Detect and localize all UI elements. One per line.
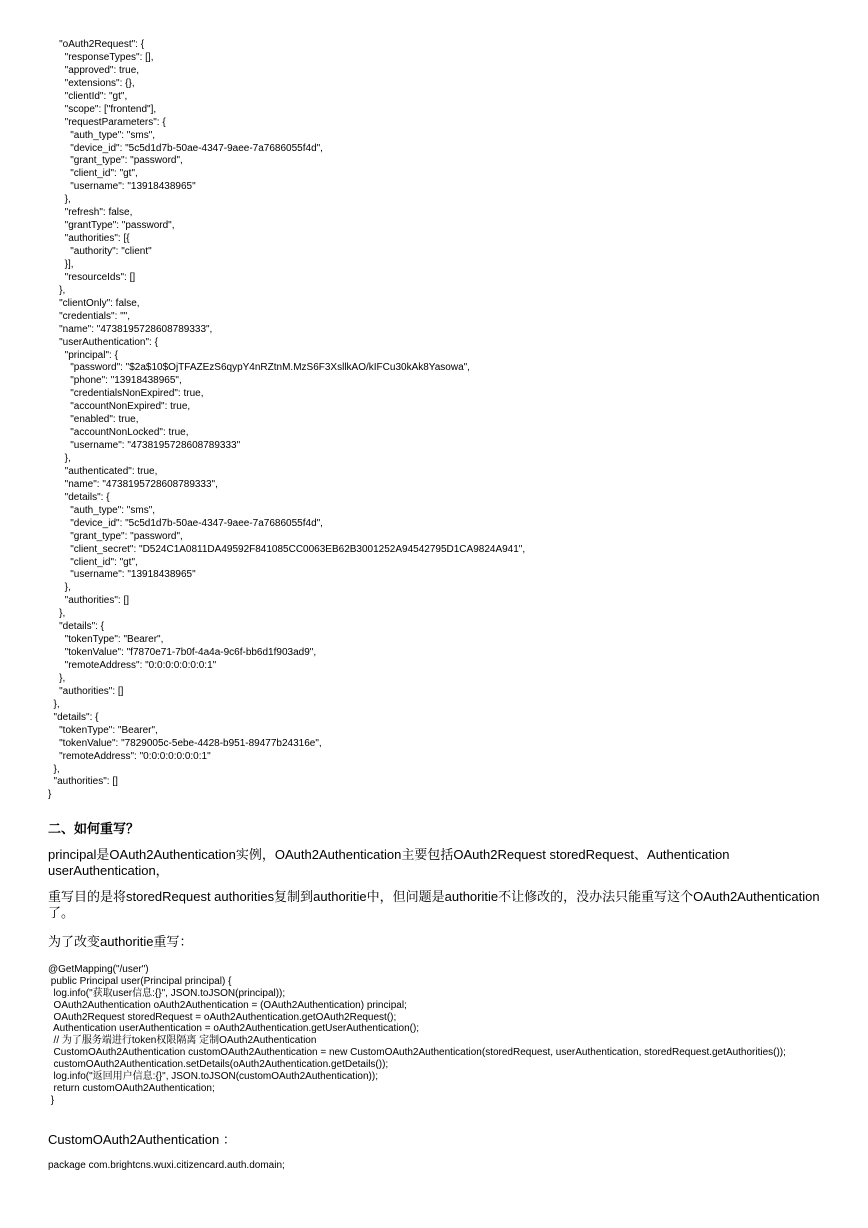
code-line: OAuth2Request storedRequest = oAuth2Authentication.getOAuth2Request();: [48, 1011, 397, 1023]
json-line: "scope": ["frontend"],: [48, 103, 157, 115]
json-line: "authority": "client": [48, 246, 152, 257]
json-line: "authorities": []: [48, 685, 124, 697]
json-line: },: [48, 582, 71, 594]
json-line: "principal": {: [48, 349, 118, 361]
json-line: "grant_type": "password",: [48, 530, 183, 542]
json-line: "extensions": {},: [48, 77, 135, 89]
json-line: "tokenValue": "7829005c-5ebe-4428-b951-89477b24316e",: [48, 737, 322, 749]
json-line: }: [48, 789, 52, 801]
json-line: "tokenType": "Bearer",: [48, 724, 158, 736]
json-line: "userAuthentication": {: [48, 336, 158, 348]
code-line: public Principal user(Principal principal) {: [48, 975, 232, 987]
json-line: "authorities": [{: [48, 233, 130, 245]
json-line: },: [48, 698, 60, 710]
code-line: }: [48, 1094, 55, 1106]
json-line: "details": {: [48, 711, 99, 723]
paragraph-principal: principal是OAuth2Authentication实例，OAuth2Authentication主要包括OAuth2Request storedRequest、Authentication userAuthentication，: [48, 847, 730, 878]
json-line: "tokenType": "Bearer",: [48, 634, 164, 646]
json-line: },: [48, 608, 66, 620]
json-line: "clientOnly": false,: [48, 297, 140, 309]
json-line: "accountNonLocked": true,: [48, 427, 189, 439]
json-line: "accountNonExpired": true,: [48, 401, 191, 413]
json-line: "refresh": false,: [48, 207, 133, 219]
json-line: "username": "4738195728608789333": [48, 440, 241, 452]
json-line: "phone": "13918438965",: [48, 375, 182, 387]
java-code-block: [48, 964, 848, 1107]
code-line: @GetMapping("/user"): [48, 964, 149, 975]
json-line: "enabled": true,: [48, 414, 139, 426]
code-line: CustomOAuth2Authentication customOAuth2Authentication = new CustomOAuth2Authentication(storedRequest, userAuthentication, storedRequest.getAuthorities());: [48, 1047, 786, 1059]
code-line: return customOAuth2Authentication;: [48, 1082, 215, 1094]
json-line: "authorities": []: [48, 595, 130, 607]
json-line: "device_id": "5c5d1d7b-50ae-4347-9aee-7a7686055f4d",: [48, 517, 323, 529]
json-line: "details": {: [48, 621, 105, 633]
json-line: },: [48, 453, 71, 464]
json-line: "username": "13918438965": [48, 181, 196, 193]
json-line: "oAuth2Request": {: [48, 39, 145, 50]
paragraph-purpose: 重写目的是将storedRequest authorities复制到authoritie中，但问题是authoritie不让修改的，没办法只能重写这个OAuth2Authentication了。: [48, 889, 820, 920]
json-line: "tokenValue": "f7870e71-7b0f-4a4a-9c6f-bb6d1f903ad9",: [48, 647, 317, 659]
code-line: log.info("返回用户信息:{}", JSON.toJSON(customOAuth2Authentication));: [48, 1071, 378, 1083]
json-line: "approved": true,: [48, 64, 140, 76]
json-line: "client_secret": "D524C1A0811DA49592F841085CC0063EB62B3001252A94542795D1CA9824A941",: [48, 543, 526, 555]
json-line: "credentials": "",: [48, 310, 131, 322]
json-line: "name": "4738195728608789333",: [48, 323, 213, 335]
package-line: package com.brightcns.wuxi.citizencard.auth.domain;: [48, 1160, 285, 1171]
section-heading: 二、如何重写？: [48, 821, 140, 836]
json-line: "auth_type": "sms",: [48, 129, 156, 141]
json-line: "client_id": "gt",: [48, 168, 138, 180]
json-line: "name": "4738195728608789333",: [48, 478, 218, 490]
json-line: },: [48, 284, 66, 296]
json-line: "authorities": []: [48, 776, 118, 788]
json-line: }],: [48, 258, 74, 270]
json-line: },: [48, 194, 71, 206]
json-line: "auth_type": "sms",: [48, 504, 156, 516]
json-line: "client_id": "gt",: [48, 556, 138, 568]
paragraph-custom-class: CustomOAuth2Authentication ：: [48, 1132, 236, 1147]
code-line: Authentication userAuthentication = oAuth2Authentication.getUserAuthentication();: [48, 1023, 420, 1035]
json-line: "authenticated": true,: [48, 465, 158, 477]
code-line: log.info("获取user信息:{}", JSON.toJSON(principal));: [48, 987, 286, 999]
json-line: "clientId": "gt",: [48, 90, 128, 102]
json-line: "responseTypes": [],: [48, 51, 154, 63]
code-line: customOAuth2Authentication.setDetails(oAuth2Authentication.getDetails());: [48, 1059, 389, 1071]
json-line: "grantType": "password",: [48, 220, 175, 232]
json-line: "details": {: [48, 491, 110, 503]
json-line: "remoteAddress": "0:0:0:0:0:0:0:1": [48, 660, 217, 671]
json-line: "requestParameters": {: [48, 116, 166, 128]
json-code-block: [48, 39, 848, 802]
code-line: OAuth2Authentication oAuth2Authentication = (OAuth2Authentication) principal;: [48, 999, 407, 1011]
json-line: "password": "$2a$10$OjTFAZEzS6qypY4nRZtnM.MzS6F3XsllkAO/kIFCu30kAk8Yasowa",: [48, 362, 470, 374]
json-line: "credentialsNonExpired": true,: [48, 388, 204, 400]
json-line: "resourceIds": []: [48, 271, 136, 283]
code-line: // 为了服务端进行token权限隔离 定制OAuth2Authentication: [48, 1035, 317, 1047]
json-line: "device_id": "5c5d1d7b-50ae-4347-9aee-7a7686055f4d",: [48, 142, 323, 154]
json-line: "username": "13918438965": [48, 569, 196, 581]
json-line: "remoteAddress": "0:0:0:0:0:0:0:1": [48, 750, 211, 762]
paragraph-rewrite-intro: 为了改变authoritie重写：: [48, 934, 193, 949]
json-line: },: [48, 763, 60, 775]
json-line: "grant_type": "password",: [48, 155, 183, 167]
json-line: },: [48, 672, 66, 684]
